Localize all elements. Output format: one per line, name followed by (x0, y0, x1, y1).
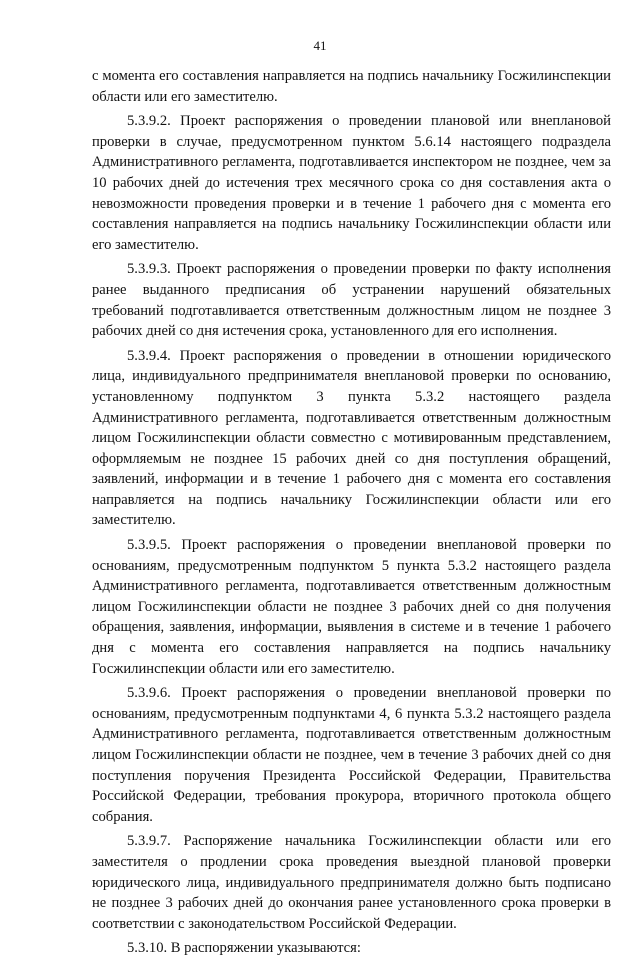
paragraph-5-3-9-6: 5.3.9.6. Проект распоряжения о проведении внеплановой проверки по основаниям, предусмотренным подпунктами 4, 6 пункта 5.3.2 настоящего раздела Административного регламента, подготавливается ответственным должностным лицом Госжилинспекции области не позднее, чем в течение 3 рабочих дней со дня поступления поручения Президента Российской Федерации, Правительства Российской Федерации, требования прокурора, вторичного протокола общего собрания. (92, 685, 611, 825)
paragraph-5-3-9-5: 5.3.9.5. Проект распоряжения о проведении внеплановой проверки по основаниям, предусмотренным подпунктом 5 пункта 5.3.2 настоящего раздела Административного регламента, подготавливается ответственным должностным лицом Госжилинспекции области не позднее 3 рабочих дней со дня получения обращения, заявления, информации, выявления в системе и в течение 1 рабочего дня с момента его составления направляется на подпись начальнику Госжилинспекции области или его заместителю. (92, 537, 611, 677)
paragraph-5-3-9-4: 5.3.9.4. Проект распоряжения о проведении в отношении юридического лица, индивидуального предпринимателя внеплановой проверки по основанию, установленному подпунктом 3 пункта 5.3.2 настоящего раздела Административного регламента, подготавливается ответственным должностным лицом Госжилинспекции области совместно с мотивированным представлением, оформляемым не позднее 15 рабочих дней со дня поступления обращений, заявлений, информации и в течение 1 рабочего дня с момента его составления направляется на подпись начальнику Госжилинспекции области или его заместителю. (92, 347, 611, 529)
document-body (92, 66, 611, 963)
paragraph-5-3-10: 5.3.10. В распоряжении указываются: (127, 940, 361, 957)
page-number: 41 (313, 38, 327, 53)
paragraph-5-3-9-2: 5.3.9.2. Проект распоряжения о проведении плановой или внеплановой проверки в случае, предусмотренном пунктом 5.6.14 настоящего подраздела Административного регламента, подготавливается инспектором не позднее, чем за 10 рабочих дней до истечения трех месячного срока со дня составления акта о невозможности проведения проверки и в течение 1 рабочего дня с момента его составления направляется на подпись начальнику Госжилинспекции области или его заместителю. (92, 113, 611, 253)
paragraph-continuation: с момента его составления направляется на подпись начальнику Госжилинспекции области или его заместителю. (92, 68, 611, 105)
paragraph-5-3-9-7: 5.3.9.7. Распоряжение начальника Госжилинспекции области или его заместителя о продлении срока проведения выездной плановой проверки юридического лица, индивидуального предпринимателя должно быть подписано не позднее 3 рабочих дней до окончания ранее установленного срока проверки в соответствии с законодательством Российской Федерации. (92, 833, 611, 932)
paragraph-5-3-9-3: 5.3.9.3. Проект распоряжения о проведении проверки по факту исполнения ранее выданного предписания об устранении нарушений обязательных требований подготавливается ответственным должностным лицом не позднее 3 рабочих дней со дня истечения срока, установленного для его исполнения. (92, 261, 611, 340)
